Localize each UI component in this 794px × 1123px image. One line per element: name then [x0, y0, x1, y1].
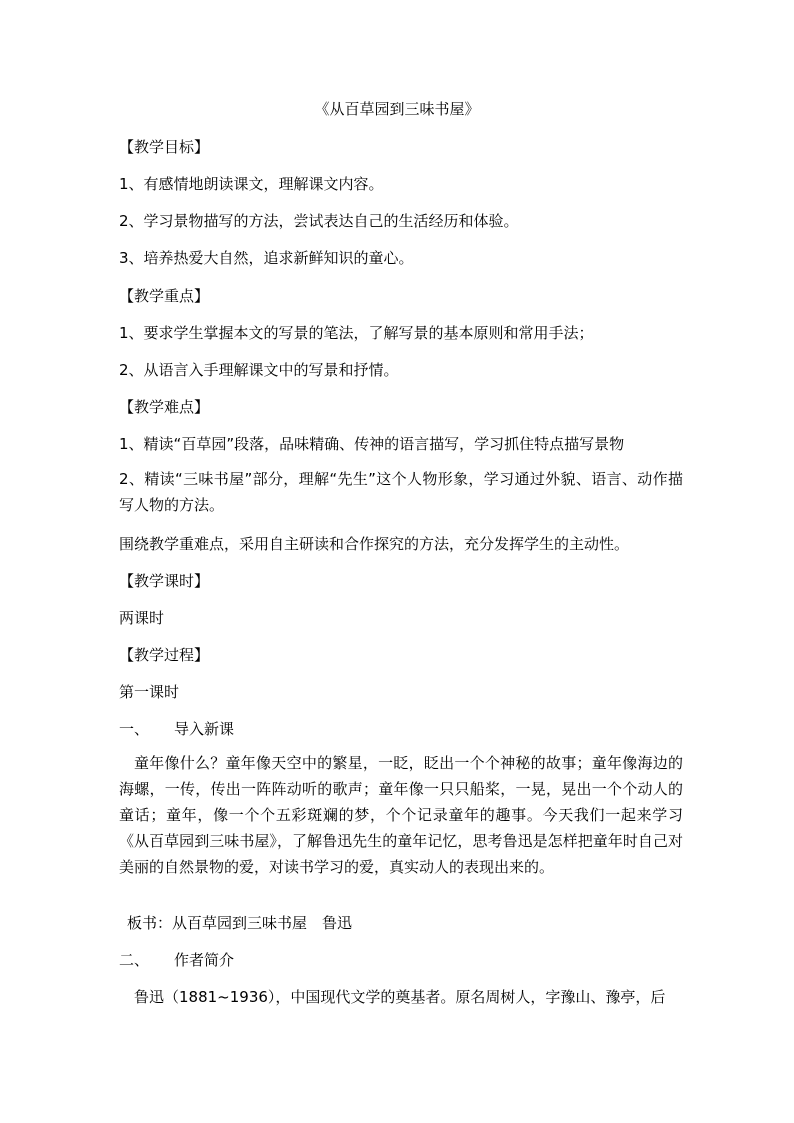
goals-heading: 【教学目标】: [119, 138, 210, 156]
difficulty-item: 2、精读“三味书屋”部分，理解“先生”这个人物形象，学习通过外貌、语言、动作描写人物的方法。: [119, 470, 683, 514]
difficulty-heading: 【教学难点】: [119, 398, 210, 416]
goal-item: 2、学习景物描写的方法，尝试表达自己的生活经历和体验。: [119, 212, 519, 230]
section-two-number: 二、: [119, 951, 150, 969]
key-point-item: 1、要求学生掌握本文的写景的笔法，了解写景的基本原则和常用手法；: [119, 324, 594, 342]
hours-value: 两课时: [119, 609, 165, 627]
lesson-one-label: 第一课时: [119, 683, 180, 701]
document-title: 《从百草园到三味书屋》: [314, 100, 480, 118]
section-one-title: 导入新课: [174, 720, 235, 738]
author-paragraph: 鲁迅（1881~1936），中国现代文学的奠基者。原名周树人，字豫山、豫亭，后: [134, 988, 666, 1006]
intro-paragraph: 童年像什么？童年像天空中的繁星，一眨，眨出一个个神秘的故事；童年像海边的海螺，一传，传出一阵阵动听的歌声；童年像一只只船桨，一晃，晃出一个个动人的童话；童年，像一个个五彩斑斓的梦，个个记录童年的趣事。今天我们一起来学习《从百草园到三味书屋》，了解鲁迅先生的童年记忆，思考鲁迅是怎样把童年时自己对美丽的自然景物的爱，对读书学习的爱，真实动人的表现出来的。: [119, 754, 683, 876]
section-two-heading: [119, 950, 234, 970]
goal-item: 1、有感情地朗读课文，理解课文内容。: [119, 175, 384, 193]
section-two-title: 作者简介: [174, 951, 235, 969]
section-one-number: 一、: [119, 720, 150, 738]
board-note: 板书：从百草园到三味书屋 鲁迅: [127, 914, 353, 932]
hours-heading: 【教学课时】: [119, 572, 210, 590]
key-heading: 【教学重点】: [119, 287, 210, 305]
method-note: 围绕教学重难点，采用自主研读和合作探究的方法，充分发挥学生的主动性。: [119, 535, 630, 553]
section-one-heading: [119, 719, 234, 739]
goal-item: 3、培养热爱大自然，追求新鲜知识的童心。: [119, 249, 414, 267]
key-point-item: 2、从语言入手理解课文中的写景和抒情。: [119, 361, 399, 379]
difficulty-item: 1、精读“百草园”段落，品味精确、传神的语言描写，学习抓住特点描写景物: [119, 435, 625, 453]
process-heading: 【教学过程】: [119, 646, 210, 664]
